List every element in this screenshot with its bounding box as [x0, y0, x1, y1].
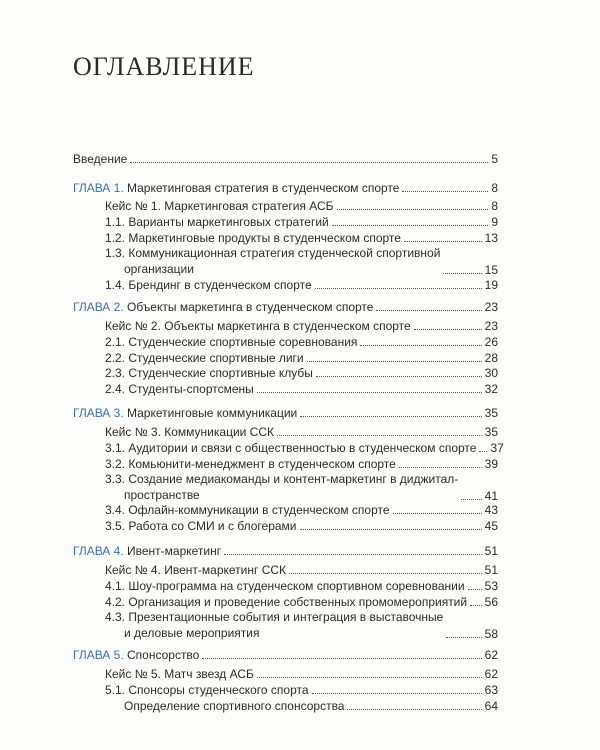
- leader-dots: [224, 554, 482, 555]
- leader-dots: [315, 288, 482, 289]
- toc-entry-title: 2.3. Студенческие спортивные клубы: [105, 366, 313, 380]
- toc-page-number: 35: [484, 406, 498, 420]
- toc-page-number: 53: [484, 579, 498, 593]
- toc-page-number: 8: [491, 199, 498, 213]
- toc-entry[interactable]: [105, 563, 498, 577]
- toc-page-number: 5: [491, 152, 498, 166]
- toc-entry-title: Кейс № 3. Коммуникации ССК: [105, 425, 275, 439]
- toc-entry[interactable]: [105, 683, 498, 697]
- toc-page-number: 58: [484, 627, 498, 641]
- toc-chapter-2[interactable]: [73, 300, 498, 314]
- toc-page-number: 35: [484, 425, 498, 439]
- toc-entry-title: Кейс № 4. Ивент-маркетинг ССК: [105, 563, 287, 577]
- toc-entry-intro[interactable]: [73, 152, 498, 166]
- toc-page-number: 62: [484, 648, 498, 662]
- toc-entry-title: 3.3. Создание медиакоманды и контент-маркетинг в диджитал-: [105, 472, 459, 486]
- toc-entry-title: 2.1. Студенческие спортивные соревнования: [105, 335, 358, 349]
- leader-dots: [316, 376, 482, 377]
- toc-page-number: 51: [484, 563, 498, 577]
- leader-dots: [402, 191, 488, 192]
- toc-entry-title: Введение: [73, 152, 128, 166]
- toc-entry-title: 1.4. Брендинг в студенческом спорте: [105, 278, 312, 292]
- toc-entry-title: 3.4. Офлайн-коммуникации в студенческом спорте: [105, 503, 390, 517]
- leader-dots: [347, 709, 481, 710]
- toc-entry[interactable]: [105, 471, 498, 503]
- toc-page-number: 23: [484, 319, 498, 333]
- leader-dots: [468, 589, 482, 590]
- toc-page-number: 63: [484, 683, 498, 697]
- toc-page-number: 41: [484, 489, 498, 503]
- toc-entry-title: Кейс № 2. Объекты маркетинга в студенческом спорте: [105, 319, 411, 333]
- toc-entry-title: Маркетинговые коммуникации: [123, 406, 298, 420]
- toc-entry-title: Объекты маркетинга в студенческом спорте: [123, 300, 374, 314]
- toc-page-number: 45: [484, 519, 498, 533]
- toc-entry-title: 4.2. Организация и проведение собственных промомероприятий: [105, 595, 468, 609]
- toc-entry-title: Маркетинговая стратегия в студенческом спорте: [123, 181, 400, 195]
- chapter-label: ГЛАВА 2.: [73, 300, 124, 314]
- toc-entry[interactable]: [105, 425, 498, 439]
- leader-dots: [376, 310, 481, 311]
- leader-dots: [479, 451, 487, 452]
- toc-entry[interactable]: [105, 351, 498, 365]
- toc-page-number: 62: [484, 667, 498, 681]
- toc-entry-title: 5.1. Спонсоры студенческого спорта: [105, 683, 309, 697]
- toc-entry-title: Кейс № 1. Маркетинговая стратегия АСБ: [105, 199, 334, 213]
- toc-page-number: 37: [490, 441, 504, 455]
- leader-dots: [300, 416, 481, 417]
- toc-entry[interactable]: [105, 519, 498, 533]
- chapter-label: ГЛАВА 5.: [73, 648, 124, 662]
- toc-entry[interactable]: [105, 278, 498, 292]
- toc-page-number: 30: [484, 366, 498, 380]
- toc-entry-title: 2.2. Студенческие спортивные лиги: [105, 351, 304, 365]
- toc-entry-title: Кейс № 5. Матч звезд АСБ: [105, 667, 254, 681]
- toc-entry-title: 1.2. Маркетинговые продукты в студенческом спорте: [105, 231, 401, 245]
- toc-page-number: 8: [491, 181, 498, 195]
- toc-page-number: 9: [491, 215, 498, 229]
- toc-page-number: 15: [484, 263, 498, 277]
- toc-entry-title-cont: организации: [124, 262, 194, 276]
- toc-entry[interactable]: [105, 231, 498, 245]
- leader-dots: [312, 693, 482, 694]
- toc-entry-title: 3.5. Работа со СМИ и с блогерами: [105, 519, 297, 533]
- toc-page-number: 13: [484, 231, 498, 245]
- toc-page-number: 32: [484, 382, 498, 396]
- leader-dots: [332, 225, 489, 226]
- leader-dots: [461, 499, 481, 500]
- leader-dots: [443, 273, 481, 274]
- leader-dots: [277, 435, 482, 436]
- chapter-label: ГЛАВА 1.: [73, 181, 124, 195]
- leader-dots: [360, 345, 481, 346]
- toc-chapter-4[interactable]: [73, 544, 498, 558]
- toc-page-number: 56: [484, 595, 498, 609]
- leader-dots: [300, 529, 482, 530]
- toc-chapter-3[interactable]: [73, 406, 498, 420]
- leader-dots: [393, 513, 482, 514]
- leader-dots: [446, 637, 481, 638]
- toc-entry[interactable]: [105, 457, 498, 471]
- toc-entry[interactable]: [105, 199, 498, 213]
- toc-entry-title-cont: пространстве: [124, 488, 200, 502]
- toc-entry-title: 4.3. Презентационные события и интеграция в выставочные: [105, 610, 444, 624]
- page-title: ОГЛАВЛЕНИЕ: [73, 52, 255, 81]
- toc-entry[interactable]: [105, 441, 504, 455]
- toc-entry[interactable]: [124, 699, 498, 713]
- chapter-label: ГЛАВА 4.: [73, 544, 124, 558]
- toc-entry-title: 3.1. Аудитории и связи с общественностью в студенческом спорте: [105, 441, 477, 455]
- toc-chapter-5[interactable]: [73, 648, 498, 662]
- toc-page-number: 28: [484, 351, 498, 365]
- toc-page-number: 64: [484, 699, 498, 713]
- toc-entry-title: 2.4. Студенты-спортсмены: [105, 382, 254, 396]
- leader-dots: [307, 361, 482, 362]
- toc-page-number: 43: [484, 503, 498, 517]
- toc-entry[interactable]: [105, 319, 498, 333]
- toc-entry[interactable]: [105, 215, 498, 229]
- toc-page-number: 51: [484, 544, 498, 558]
- toc-entry-title: 1.1. Варианты маркетинговых стратегий: [105, 215, 329, 229]
- toc-page-number: 19: [484, 278, 498, 292]
- toc-entry[interactable]: [105, 595, 498, 609]
- toc-chapter-1[interactable]: [73, 181, 498, 195]
- leader-dots: [404, 241, 482, 242]
- toc-entry-title: Ивент-маркетинг: [123, 544, 222, 558]
- leader-dots: [257, 392, 482, 393]
- toc-page-number: 26: [484, 335, 498, 349]
- toc-entry-title: 1.3. Коммуникационная стратегия студенческой спортивной: [105, 246, 441, 260]
- toc-entry[interactable]: [105, 335, 498, 349]
- toc-entry-title: 4.1. Шоу-программа на студенческом спортивном соревновании: [105, 579, 465, 593]
- toc-entry[interactable]: [105, 667, 498, 681]
- leader-dots: [399, 467, 482, 468]
- toc-entry-title-cont: и деловые мероприятия: [124, 626, 260, 640]
- toc-page-number: 39: [484, 457, 498, 471]
- leader-dots: [337, 209, 489, 210]
- leader-dots: [130, 162, 488, 163]
- toc-entry-title: 3.2. Комьюнити-менеджмент в студенческом спорте: [105, 457, 396, 471]
- leader-dots: [289, 573, 482, 574]
- toc-entry-title: Определение спортивного спонсорства: [124, 699, 345, 713]
- leader-dots: [470, 605, 482, 606]
- toc-entry[interactable]: [105, 609, 498, 641]
- leader-dots: [257, 677, 482, 678]
- toc-entry[interactable]: [105, 245, 498, 277]
- leader-dots: [414, 329, 482, 330]
- toc-entry[interactable]: [105, 382, 498, 396]
- toc-entry[interactable]: [105, 503, 498, 517]
- toc-entry[interactable]: [105, 579, 498, 593]
- toc-entry[interactable]: [105, 366, 498, 380]
- toc-entry-title: Спонсорство: [123, 648, 200, 662]
- chapter-label: ГЛАВА 3.: [73, 406, 124, 420]
- leader-dots: [202, 658, 481, 659]
- toc-page-number: 23: [484, 300, 498, 314]
